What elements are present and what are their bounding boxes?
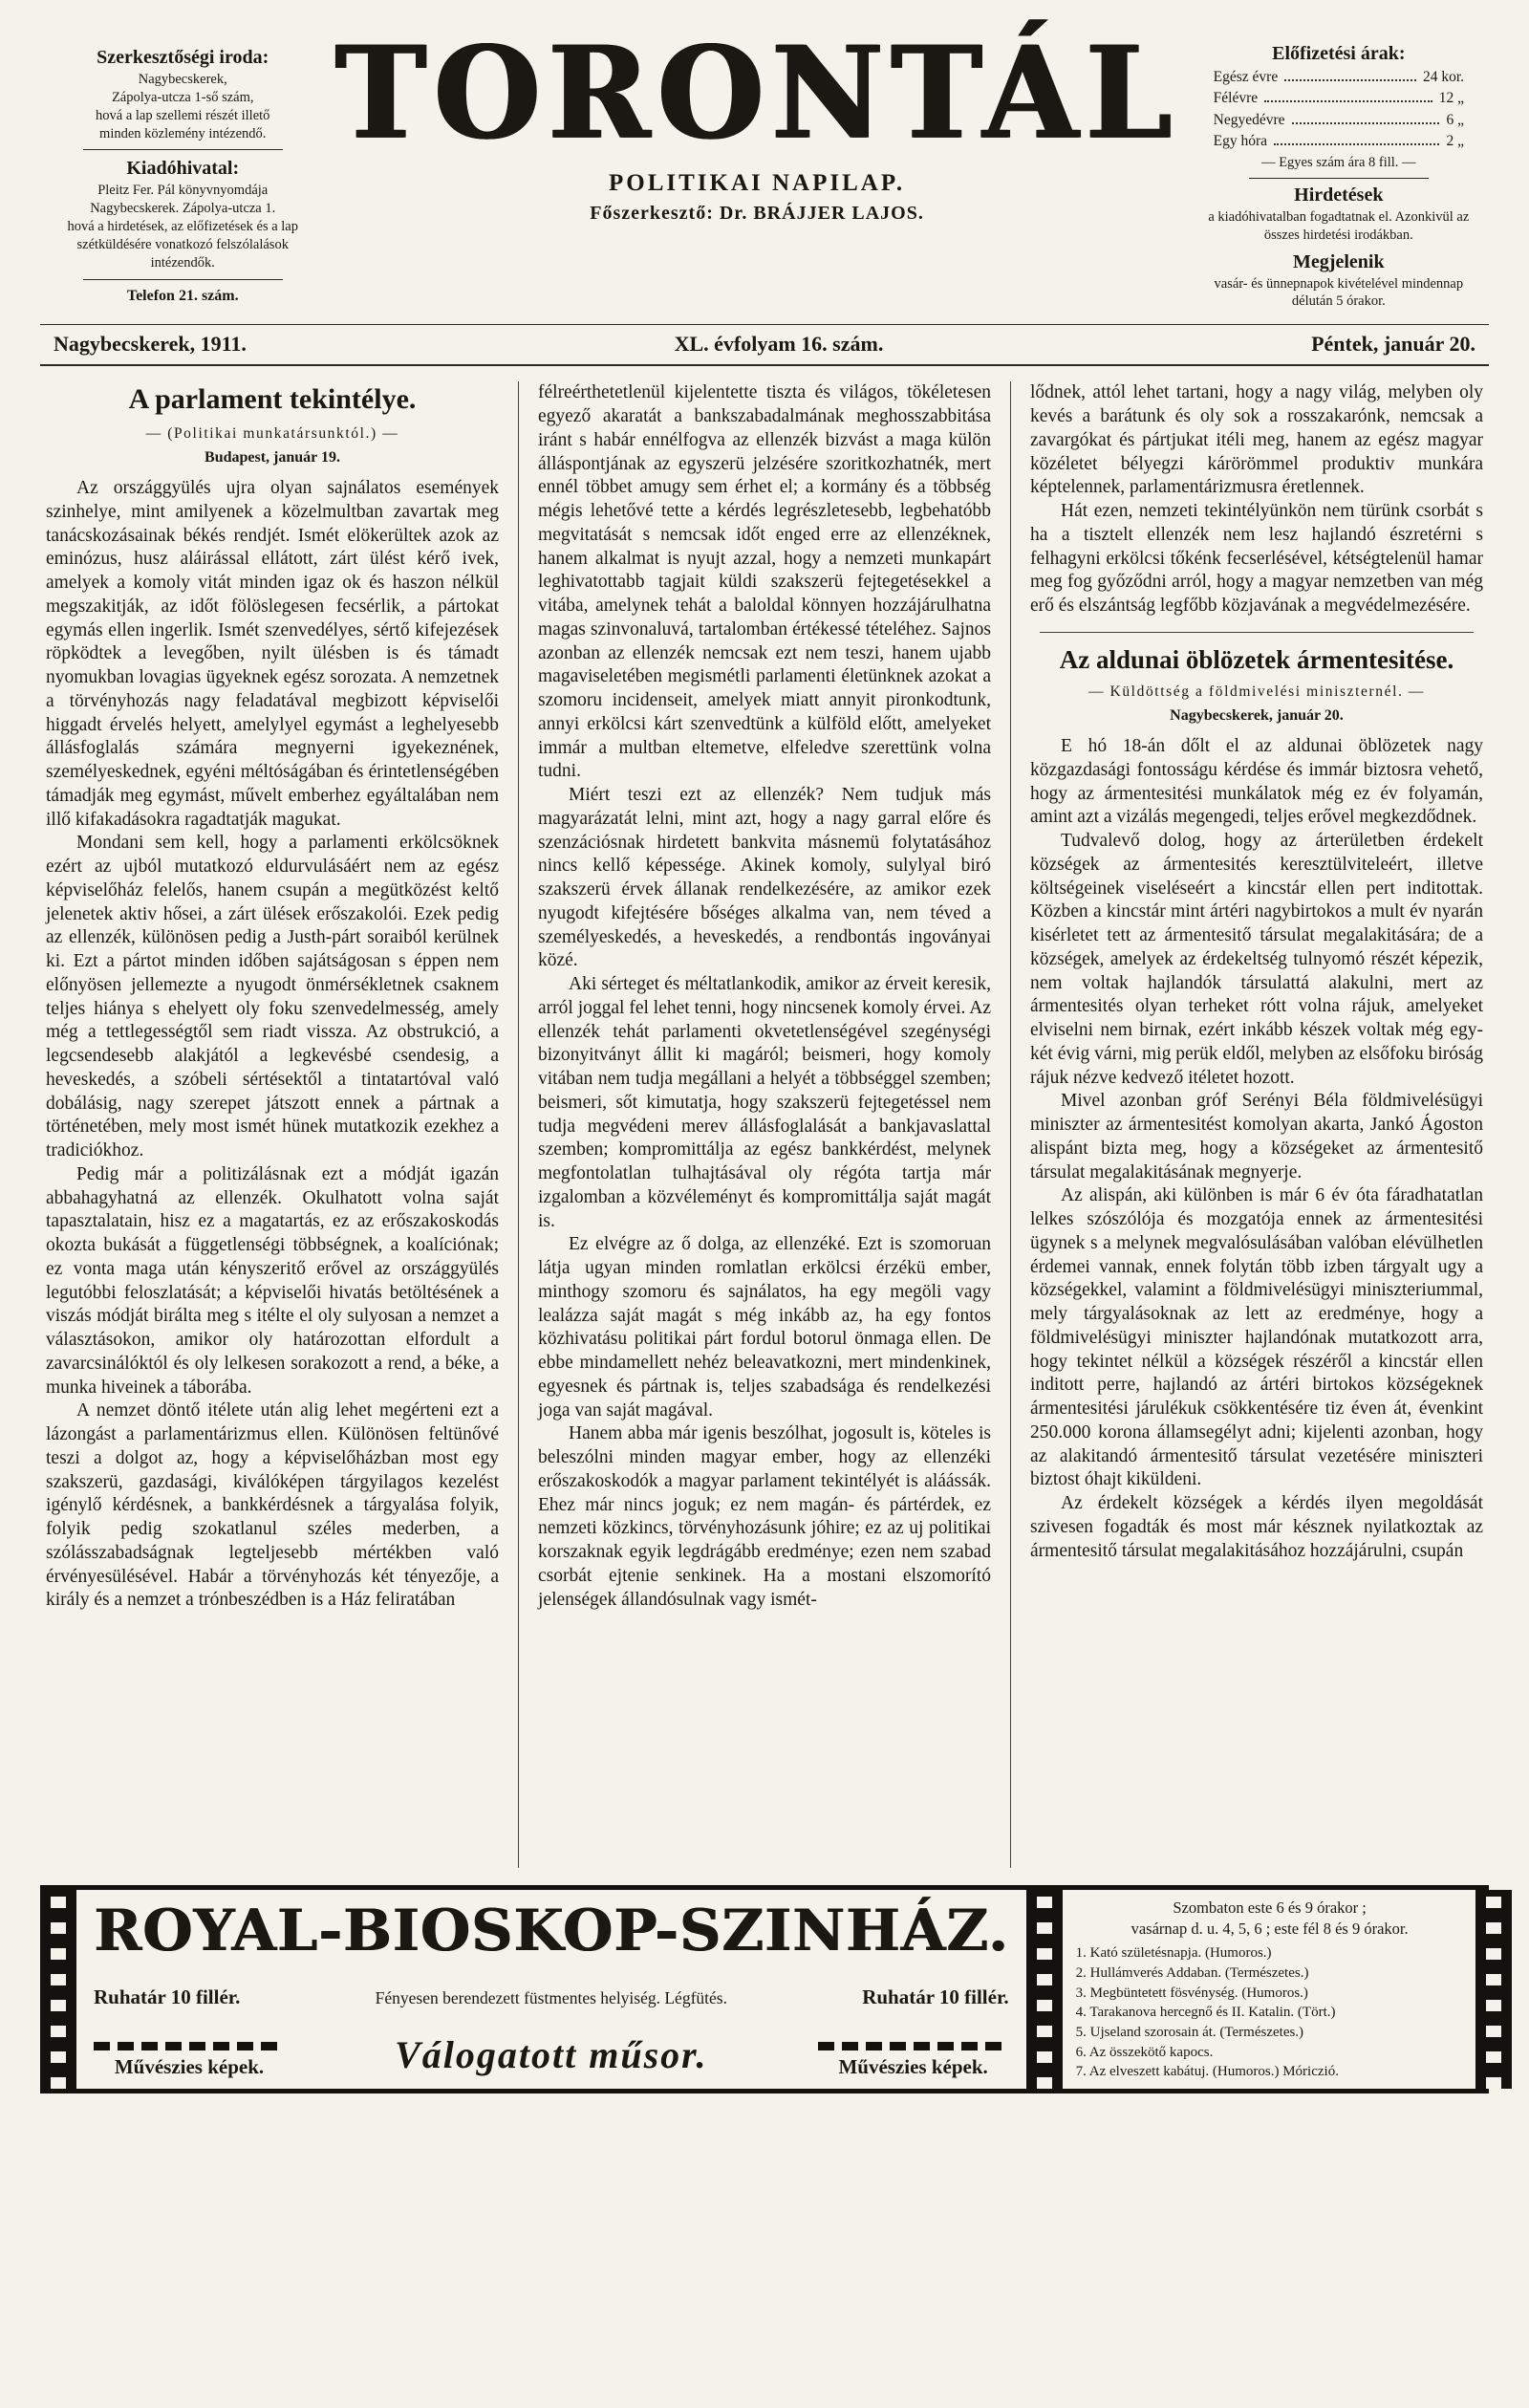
price-row [1214,110,1464,131]
article-paragraph-continued: félreérthetetlenül kijelentette tiszta és világos, tökéletesen egyező akaratát a bankszabadalmának meghosszabbitása iránt s habár ennélfogva az ellenzék bizvást a maga külön álláspontjának az egyszerü jelzésére szoritkozhatnék, mert ennél többet amugy sem érhet el; a kormány és a többség mégis lehetővé tette a kérdés legrészletesebb, legbehatóbb megvitatását s nemcsak időt enged erre az ellenzéknek, hanem alkalmat is nyujt azzal, hogy a nemzeti munkapárt leghivatottabb tagjait küldi szakszerü fejtegetésekkel a vitába, amelynek tehát a baloldal könnyen hozzájárulhatna magas szinvonaluvá, tartalomban értékessé tételéhez. Sajnos azonban az ellenzék nemcsak ezt nem teszi, hanem ujabb magaviseletében megismétli parlamenti életünknek azokat a szomoru incidenseit, amelyek miatt annyit pironkodtunk, annyi erkölcsi kárt szenvedtünk a külföld előtt, amelyeket immár a multban eltemetve, elfeledve szerettünk volna tudni. [538,382,991,782]
subscription-prices-title: Előfizetési árak: [1272,43,1406,64]
column-3 [1010,381,1489,1868]
article-paragraph: Mivel azonban gróf Serényi Béla földmivelésügyi miniszter az ármentesitést komolyan akarta, Jankó Ágoston alispánt bizta meg, hogy a községeket az ármentesitő társulat megalakitásának megnyerje. [1030,1091,1483,1182]
filmstrip-decoration-left [40,1890,76,2089]
filmstrip-decoration-right [1475,1890,1512,2089]
article-paragraph: Ez elvégre az ő dolga, az ellenzéké. Ezt is szomoruan látja ugyan minden romlatlan erkölcsi érzékü ember, minthogy szomoru és sajnálatos, ha egy megöli vagy lealázza saját magát s még inkább az, ha egy fontos közhivatásu politikai párt fordul botorul önmaga ellen. De ebbe mindamellett nehéz beleavatkozni, mert mindenkinek, egyesnek és pártnak is, teljes szabadsága és rendelkezési joga van saját magával. [538,1234,991,1421]
cinema-advertisement [40,1885,1489,2093]
telephone-line: Telefon 21. szám. [126,287,239,304]
price-label: Egy hóra [1213,133,1268,150]
ad-side-right [818,2042,1009,2079]
publication-schedule-text: vasár- és ünnepnapok kivételével mindennap délután 5 órakor. [1214,275,1464,310]
article-paragraph: Hát ezen, nemzeti tekintélyünkön nem türünk csorbát s ha a tisztelt ellenzék nem lesz hajlandó észretérni s felhagyni erkölcsi tőkénk fecserlésével, kétségtelenül hamar meg fog győződni arról, hogy a magyar nemzetben van még erő és elszántság legfőbb közjavának a megvédelmezésére. [1030,501,1483,616]
film-program-item: 3. Megbüntetett fösvénység. (Humoros.) [1075,1985,1308,2001]
price-value: 12 „ [1438,90,1464,107]
article-paragraph: Mondani sem kell, hogy a parlamenti erkölcsöknek ezért az ujból mutatkozó eldurvulásáért nem az egész képviselőház felelős, hanem csupán a megütközést keltő jelenetek aktiv hősei, a zárt ülések erőszakolói. Ezek pedig az ellenzék, különösen pedig a Justh-párt soraiból kerülnek ki. Ezt a pártot minden időben sajátságosan s éppen nem előnyösen jellemezte a nyugodt önmérsékletnek csaknem teljes hiánya s ehelyett oly foku szenvedelmesség, amely még a tettlegességtől sem riadt vissza. Az obstrukció, a legcsendesebb alakjától a legkevésbé csendesig, a heveskedés, a szóbeli sértésektől a tintatartóval való dobálásig, nagy szerepet játszott ennek a pártnak a történetében, mely most ismét hünek mutatkozik ezekhez a tradiciókhoz. [46,833,499,1161]
film-program-item: 5. Ujseland szorosain át. (Természetes.) [1075,2024,1304,2040]
article-paragraph: Hanem abba már igenis beszólhat, jogosult is, köteles is beleszólni minden magyar ember, hogy az ellenzéki erőszakoskodók a magyar parlament tekintélyét is aláássák. Ehez már nincs joguk; ez nem magán- és pártérdek, ez nemzeti közkincs, törvényhozásunk jóhire; ez az uj politikai korszaknak egyik legdrágább eredménye; ezen nem szabad csorbát ejtenie senkinek. Ha a mostani elszomorító jelenségek állandósulnak vagy ismét- [538,1423,991,1610]
price-value: 2 „ [1446,133,1464,150]
article-title: Az aldunai öblözetek ármentesitése. [1059,644,1454,674]
masthead-subscription-block [1189,33,1489,311]
dateline-volume-issue: XL. évfolyam 16. szám. [674,332,884,357]
cloakroom-note-left: Ruhatár 10 fillér. [94,1985,241,2009]
column-1 [40,381,518,1868]
issue-dateline [40,324,1489,366]
masthead [40,19,1489,311]
price-value: 24 kor. [1422,69,1464,85]
schedule-line: vasárnap d. u. 4, 5, 6 ; este fél 8 és 9 órakor. [1131,1919,1409,1938]
program-headline: Válogatott műsor. [395,2033,708,2077]
article-paragraph: Az alispán, aki különben is már 6 év óta fáradhatatlan lelkes szószólója és mozgatója ennek az ármentesitési ügynek s a melynek megvalósulásában valóban elévülhetlen érdemei vannak, ennek folytán több izben tárgyalt ugy a községekkel, valamint a földmivelésügyi miniszteriummal, mely tárgyalásoknak az lett az eredménye, hogy a földmivelésügyi miniszter hajlandónak mutatkozott arra, hogy tekintet nélkül a községek részéről a kincstár ellen inditott perre, hajlandó az ártéri birtokos községeknek ármentesitési járulékuk csökkentésére tiz éven át, évenkint 250.000 korona államsegélyt adni; kijelenti azonban, hogy az alakitandó ármentesitő társulat vezetésére miniszteri biztost óhajt kiküldeni. [1030,1185,1483,1490]
price-row [1214,88,1464,109]
editorial-office-text: Nagybecskerek, Zápolya-utcza 1-ső szám, hová a lap szellemi részét illető minden közlemény intézendő. [96,72,270,141]
price-leader-dashes [1284,79,1416,81]
article-dateline: Budapest, január 19. [205,448,340,466]
price-leader-dashes [1274,143,1439,145]
filmstrip-decoration-middle [1026,1890,1063,2089]
masthead-divider-rule [1249,178,1430,179]
article-paragraph: A nemzet döntő itélete után alig lehet megérteni ezt a lázongást a parlamentárizmus ellen. Különösen feltünővé teszi a dolgot az, hogy a képviselőházban most egy szakszerü, gazdasági, kiválóképen tárgyilagos kezelést igénylő kérdésnek, a bankkérdésnek a tárgyalása folyik, folyik pedig szokatlanul széles mederben, a szólásszabadságnak legteljesebb mértékben való érvényesülésével. Habár a törvényhozás két tényezője, a király és a nemzet a trónbeszédben is a Ház feliratában [46,1400,499,1611]
article-byline: — Küldöttség a földmivelési miniszternél. — [1088,683,1426,701]
artistic-pictures-right: Művészies képek. [838,2055,988,2079]
screening-schedule [1076,1898,1464,1939]
masthead-editorial-block [40,33,325,305]
ad-bottom-row [94,2032,1009,2079]
dashes-decoration [818,2042,1009,2050]
article-dateline: Nagybecskerek, január 20. [1170,706,1344,724]
article-paragraph: Az érdekelt községek a kérdés ilyen megoldását szivesen fogadták és most már késznek nyilatkoztak az ármentesitő társulat megalakitásához hozzájárulni, csupán [1030,1493,1483,1561]
article-paragraph: Az országgyülés ujra olyan sajnálatos események szinhelye, mint amilyenek a közelmultban zavartak meg tanácskozásainak békés rendjét. Ismét elökerültek azok az eminózus, husz aláirással ellátott, zárt ülést kérő ivek, amelyek a komoly vitát minden igaz ok és haszon nélkül megszakitják, az időt fölöslegesen fecsérlik, a pártokat egymás ellen ingerlik. Ismét szenvedélyes, sértő kifejezések röpködtek a levegőben, nyilt ülésben is és támadt nyomukban lovagias ügyeknek egész sorozata. A nemzetnek a törvényhozás nagy feladatával megbizott képviselői higgadt érvelés helyett, amelylyel egymást a leghelyesebb állásfoglalás számára megnyerni igyekeznének, személyeskednek, egyéni méltóságában és érintetlenségében támadják meg egymást, művelt emberhez egyáltalában nem illő kifakadásokra ragadtatják magukat. [46,478,499,830]
article-title: A parlament tekintélye. [128,383,417,416]
masthead-divider-rule [83,279,283,280]
artistic-pictures-left: Művészies képek. [114,2055,265,2079]
venue-description: Fényesen berendezett füstmentes helyiség. Légfütés. [375,1988,727,2008]
cinema-name: ROYAL-BIOSKOP-SZINHÁZ. [94,1898,1009,1965]
ad-program-block [1063,1890,1475,2089]
ad-side-left [94,2042,285,2079]
price-leader-dashes [1292,122,1440,124]
publisher-office-title: Kiadóhivatal: [126,158,240,180]
article-separator-rule [1040,632,1474,633]
article-paragraph: Tudvalevő dolog, hogy az árterületben érdekelt községek az ármentesités keresztülviteleért, illetve költségeinek viseléseért a kincstár ellen pert inditottak. Közben a kincstár mint ártéri nagybirtokos a mult év nyarán kisérletet tett az ármentesitő társulat megalakitására; de a községek, amelyek az érdekeltség tulnyomó részét képezik, nem voltak hajlandók társulattá alakulni, mert az ármentesités olyan terheket rótt volna rájuk, amelyeket elviselni nem birnak, ezért inkább készek voltak még egy-két évig várni, mig perük eldől, melyben az elsőfoku biróság rájuk nézve kedvező itéletet hozott. [1030,831,1483,1088]
article-paragraph: Aki sérteget és méltatlankodik, amikor az érveit keresik, arról joggal fel lehet tenni, hogy nincsenek komoly érvei. Az ellenzék tehát parlamenti okvetetlenségével szegénységi bizonyitványt állit ki magáról; beismeri, hogy komoly vitában nem tudja megállani a helyét a többséggel szemben; beismeri, sőt kimutatja, hogy szakszerü fejtegetéssel nem tudja megvédeni merev állásfoglalását a bankjavaslattal szemben; kompromittálja az egész bankkérdést, melynek megfontolatlan tulhajtásával oly régóta tartja már izgalomban a közvéleményt és kompromittálja saját magát is. [538,974,991,1231]
film-program-item: 1. Kató születésnapja. (Humoros.) [1075,1945,1272,1962]
article-paragraph-continued: lődnek, attól lehet tartani, hogy a nagy világ, melyben oly kevés a barátunk és oly sok a rosszakarónk, nemcsak a zavargókat és pártjukat itéli meg, hanem az egész magyar közéletet bélyegzi kárörömmel produktiv munkára képtelennek, parlamentárizmusra éretlennek. [1030,382,1483,498]
article-paragraph: E hó 18-án dőlt el az aldunai öblözetek nagy közgazdasági fontosságu kérdése és immár biztosra vehető, hogy az ármentesitési munkálatok még ez év folyamán, amint azt a vizálás megengedi, teljes erővel megkezdődnek. [1030,736,1483,828]
article-paragraph: Pedig már a politizálásnak ezt a módját igazán abbahagyhatná az ellenzék. Okulhatott volna saját tapasztalatain, hisz ez a magatartás, ez az erőszakoskodás okozta bukását a függetlenségi többségnek, a koalíciónak; ez vonta maga után kényszeritő erővel az országgyülés legutóbbi feloszlatását; a képviselői hivatás betöltésének a viszás módját birálta meg s itélte el oly sulyosan a nemzet a választásokon, amikor oly határozottan elfordult a zavarcsinálóktól és oly lelkesen sorakozott a rend, a béke, a munka hiveinek a táborába. [46,1163,499,1398]
publisher-office-text: Pleitz Fer. Pál könyvnyomdája Nagybecskerek. Zápolya-utcza 1. hová a hirdetések, az előfizetések és a lap szétküldésére vonatkozó felszólalások intézendők. [67,183,298,271]
dashes-decoration [94,2042,285,2050]
article-columns [40,381,1489,1868]
dateline-day-date: Péntek, január 20. [1311,332,1475,357]
advertisements-title: Hirdetések [1294,184,1384,206]
price-value: 6 „ [1446,111,1464,128]
column-2 [518,381,1010,1868]
editorial-office-title: Szerkesztőségi iroda: [97,47,269,68]
film-program-item: 4. Tarakanova hercegnő és II. Katalin. (Tört.) [1075,2005,1336,2021]
article-byline: — (Politikai munkatársunktól.) — [145,425,399,443]
masthead-divider-rule [83,149,283,150]
publication-schedule-title: Megjelenik [1293,250,1385,272]
film-program-item: 7. Az elveszett kabátuj. (Humoros.) Móriczió. [1075,2064,1339,2080]
newspaper-logo: TORONTÁL [334,19,1179,169]
price-leader-dashes [1264,100,1432,102]
cloakroom-note-right: Ruhatár 10 fillér. [862,1985,1009,2009]
single-copy-price: — Egyes szám ára 8 fill. — [1261,154,1416,170]
price-label: Félévre [1213,90,1259,107]
paper-type-line: POLITIKAI NAPILAP. [609,170,906,196]
film-program-item: 6. Az összekötő kapocs. [1075,2044,1214,2060]
schedule-line: Szombaton este 6 és 9 órakor ; [1173,1898,1367,1918]
ad-main-block [76,1890,1026,2089]
ad-middle-row [94,1985,1009,2009]
masthead-center-block [325,19,1188,225]
article-paragraph: Miért teszi ezt az ellenzék? Nem tudjuk más magyarázatát lelni, mint azt, hogy a nagy garral előre és szenzációsnak hirdetett bankvita másnemü folytatásához nincs kellő képessége. Akinek komoly, sulylyal biró szakszerü érvek állanak rendelkezésére, az amikor ezek nyugodt kifejtésére bőséges alkalma van, nem téved a személyeskedés, a heveskedés, a rendbontás ingoványai közé. [538,785,991,971]
dateline-place-year: Nagybecskerek, 1911. [54,332,247,357]
price-label: Negyedévre [1213,111,1285,128]
price-label: Egész évre [1213,69,1279,85]
subscription-price-list [1189,65,1489,153]
price-row [1214,67,1464,88]
advertisements-text: a kiadóhivatalban fogadtatnak el. Azonkivül az összes hirdetési irodákban. [1208,208,1470,243]
price-row [1214,131,1464,152]
chief-editor-line: Főszerkesztő: Dr. BRÁJJER LAJOS. [590,203,924,224]
film-program-item: 2. Hullámverés Addaban. (Természetes.) [1075,1964,1309,1981]
film-program-list [1076,1943,1464,2082]
